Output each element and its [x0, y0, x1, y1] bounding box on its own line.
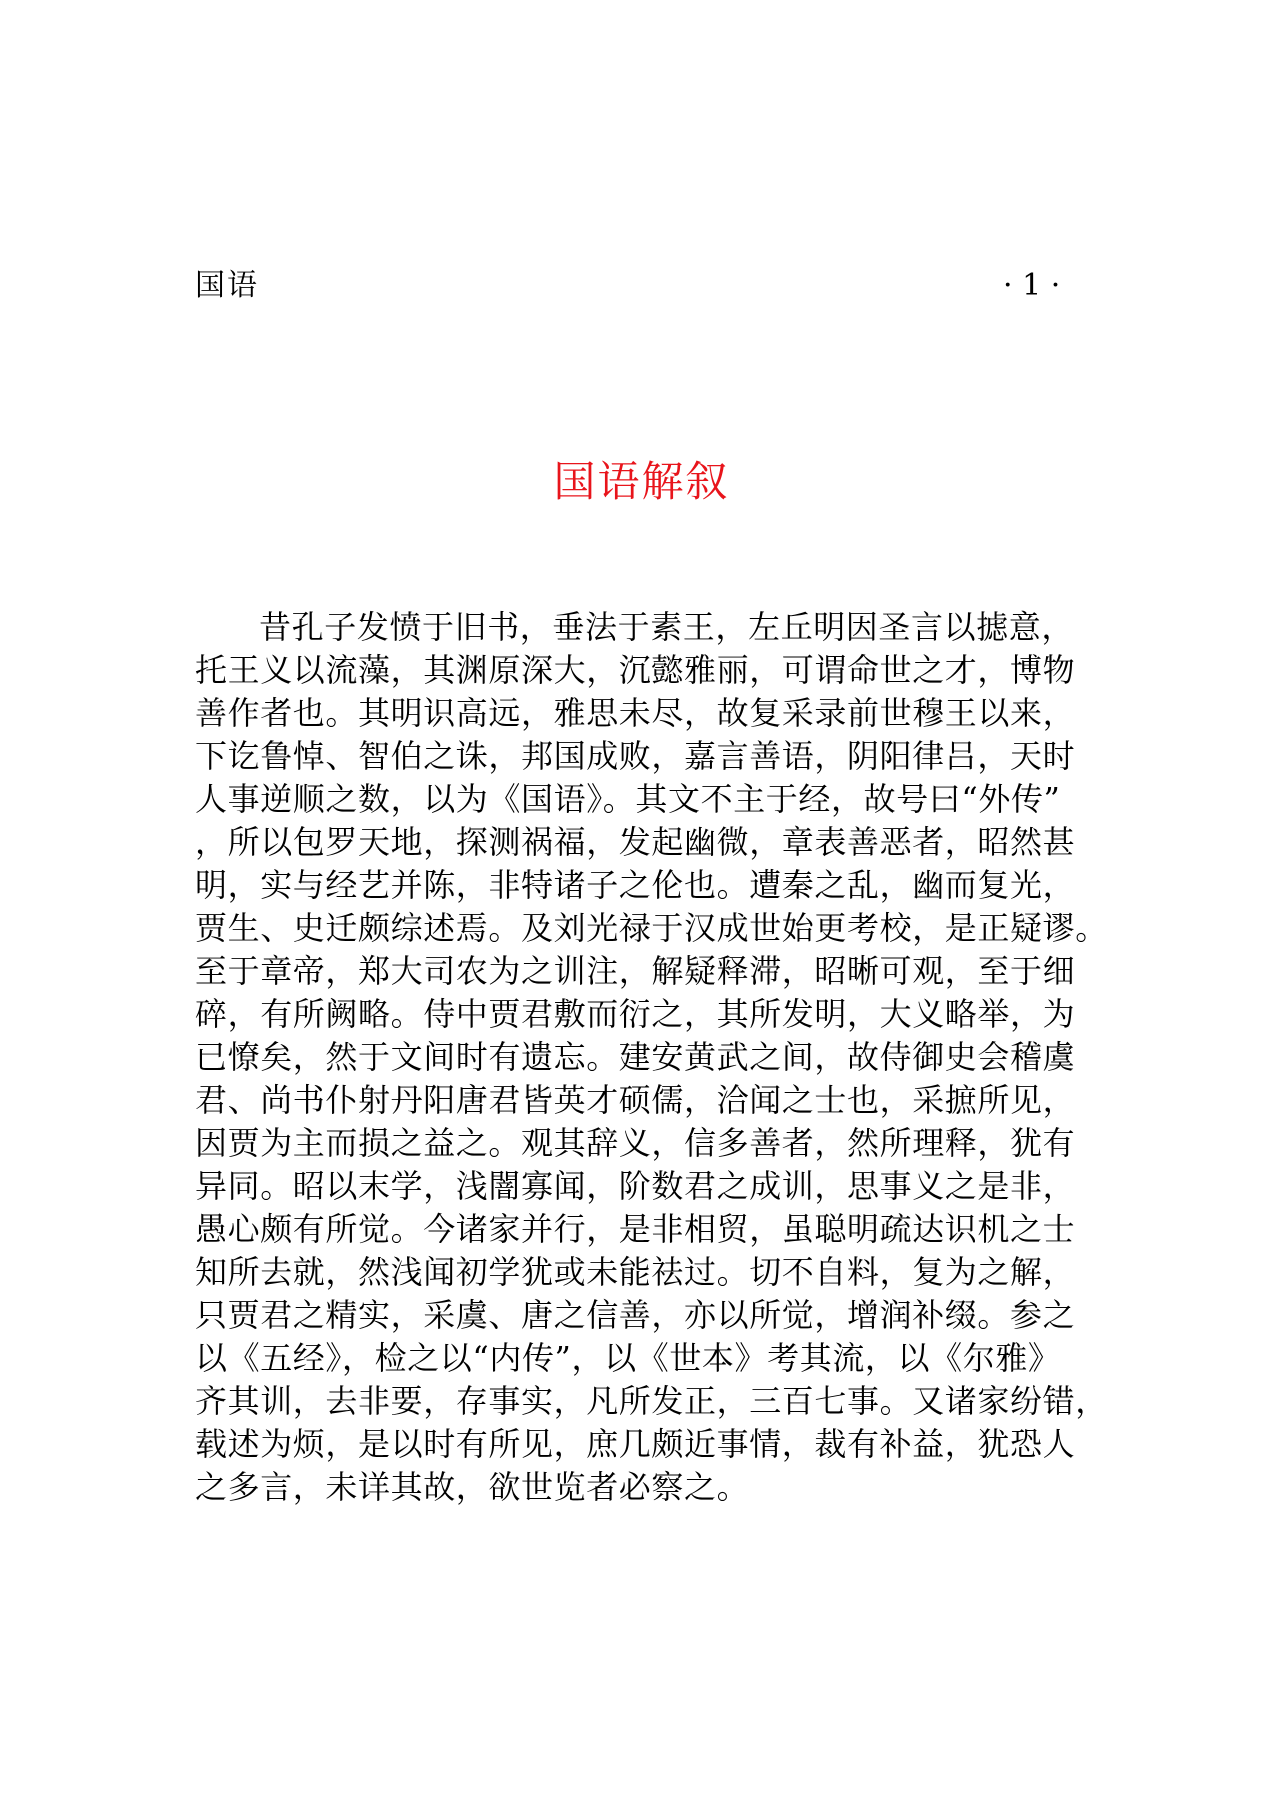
- body-line: 明，实与经艺并陈，非特诸子之伦也。遭秦之乱，幽而复光，: [195, 866, 1076, 904]
- body-line: 托王义以流藻，其渊原深大，沉懿雅丽，可谓命世之才，博物: [195, 651, 1076, 689]
- body-line: 善作者也。其明识高远，雅思未尽，故复采录前世穆王以来，: [195, 694, 1076, 732]
- body-line: 下讫鲁悼、智伯之诛，邦国成败，嘉言善语，阴阳律吕，天时: [195, 737, 1076, 775]
- running-head: 国语: [195, 268, 259, 303]
- body-line: 愚心颇有所觉。今诸家并行，是非相贸，虽聪明疏达识机之士: [195, 1210, 1076, 1248]
- body-line: 只贾君之精实，采虞、唐之信善，亦以所觉，增润补缀。参之: [195, 1296, 1076, 1334]
- body-line: 碎，有所阙略。侍中贾君敷而衍之，其所发明，大义略举，为: [195, 995, 1076, 1033]
- body-line: 齐其训，去非要，存事实，凡所发正，三百七事。又诸家纷错，: [195, 1382, 1108, 1420]
- body-line: 异同。昭以末学，浅闇寡闻，阶数君之成训，思事义之是非，: [195, 1167, 1076, 1205]
- body-line: 贾生、史迁颇综述焉。及刘光禄于汉成世始更考校，是正疑谬。: [195, 909, 1108, 947]
- body-line: 已憭矣，然于文间时有遗忘。建安黄武之间，故侍御史会稽虞: [195, 1038, 1076, 1076]
- body-line: 载述为烦，是以时有所见，庶几颇近事情，裁有补益，犹恐人: [195, 1425, 1076, 1463]
- body-line: 以《五经》，检之以“内传”，以《世本》考其流，以《尔雅》: [195, 1339, 1061, 1377]
- body-line: 人事逆顺之数，以为《国语》。其文不主于经，故号曰“外传”: [195, 780, 1061, 818]
- body-line: 至于章帝，郑大司农为之训注，解疑释滞，昭晰可观，至于细: [195, 952, 1076, 990]
- body-line: 知所去就，然浅闻初学犹或未能祛过。切不自料，复为之解，: [195, 1253, 1076, 1291]
- body-line: 因贾为主而损之益之。观其辞义，信多善者，然所理释，犹有: [195, 1124, 1076, 1162]
- body-line: 昔孔子发愤于旧书，垂法于素王，左丘明因圣言以摅意，: [259, 608, 1075, 646]
- body-line: ，所以包罗天地，探测祸福，发起幽微，章表善恶者，昭然甚: [195, 823, 1076, 861]
- page-number: · 1 ·: [1003, 268, 1061, 303]
- body-text: [195, 606, 1115, 1509]
- chapter-title: 国语解叙: [553, 457, 730, 506]
- body-line: 君、尚书仆射丹阳唐君皆英才硕儒，洽闻之士也，采摭所见，: [195, 1081, 1076, 1119]
- body-line: 之多言，未详其故，欲世览者必察之。: [195, 1468, 750, 1506]
